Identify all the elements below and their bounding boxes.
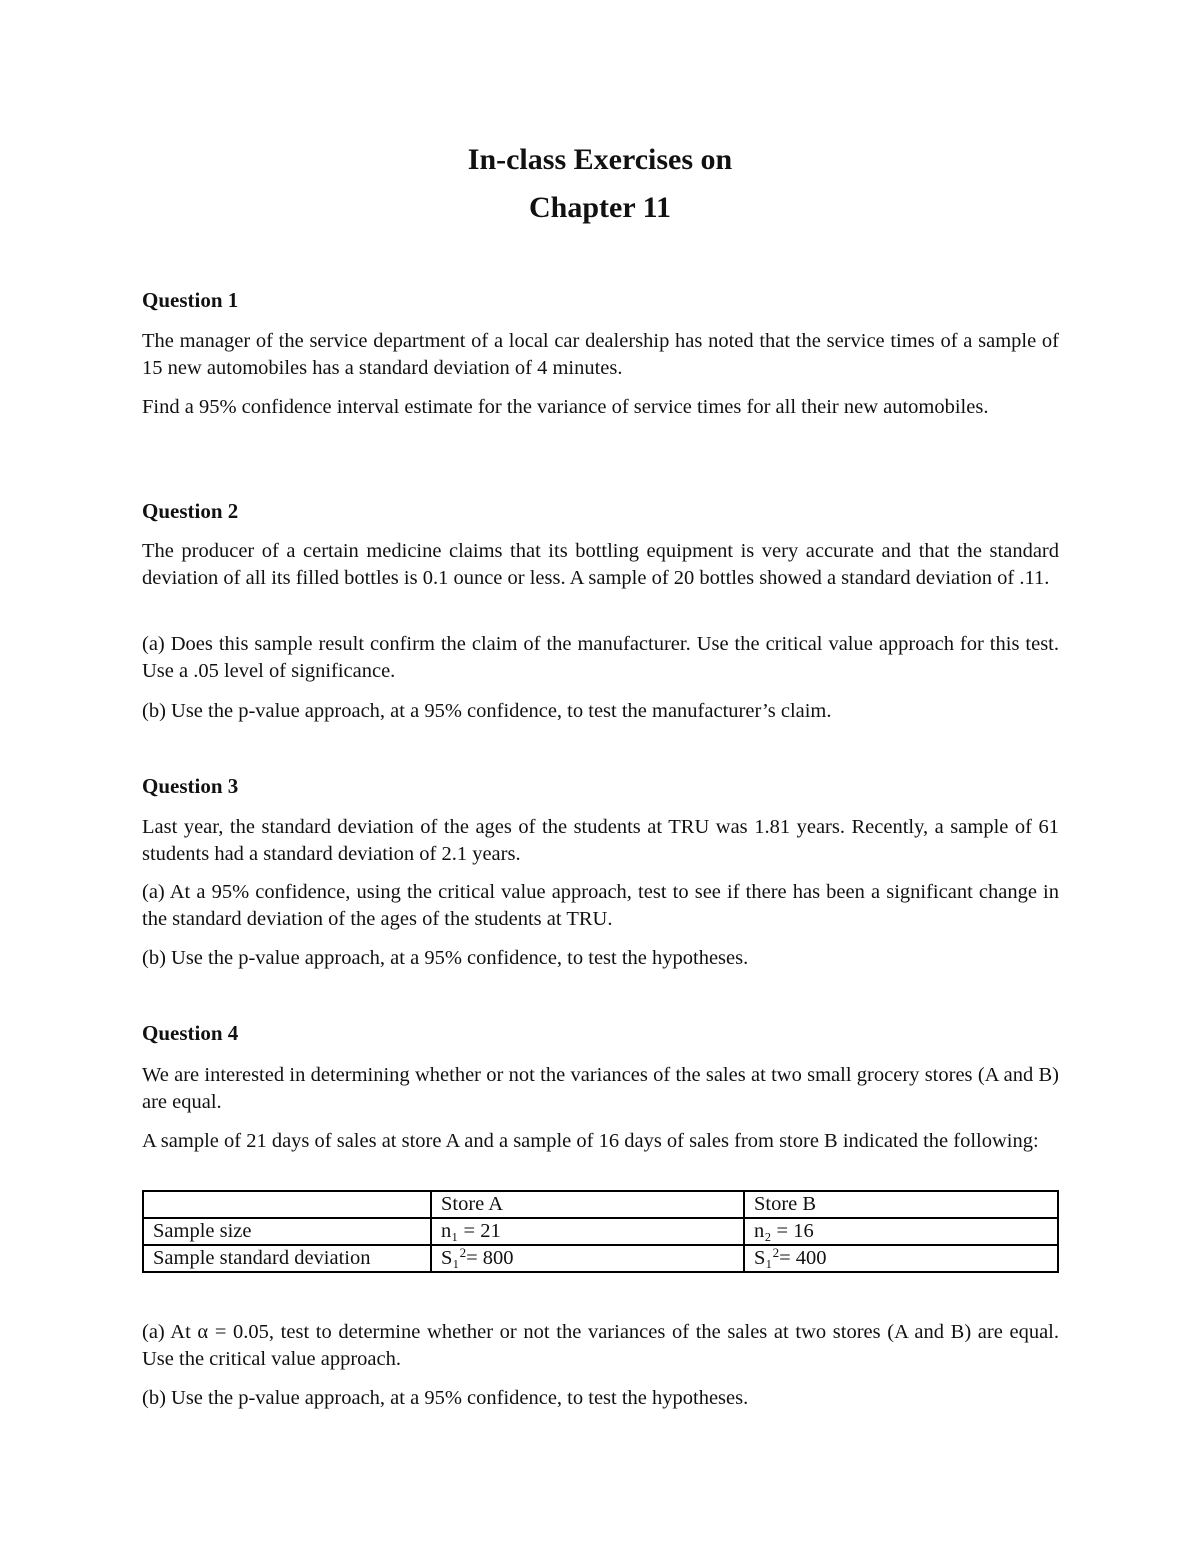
variance-exponent: 2	[459, 1245, 467, 1260]
question-2-text: The producer of a certain medicine claims that its bottling equipment is very accurate and that the standard deviation of all its filled bottles is 0.1 ounce or less. A sample of 20 bottles showed a standard deviation of .11.	[142, 540, 1059, 589]
question-2-part-a: (a) Does this sample result confirm the claim of the manufacturer. Use the critical value approach for this test. Use a .05 level of significance.	[142, 633, 1059, 682]
question-1-task: Find a 95% confidence interval estimate for the variance of service times for all their new automobiles.	[142, 396, 989, 418]
document-subtitle: Chapter 11	[529, 191, 671, 224]
row-label-sample-std: Sample standard deviation	[143, 1245, 431, 1272]
question-1-heading: Question 1	[142, 288, 239, 312]
variance-symbol: S₁	[754, 1247, 773, 1269]
variance-value: = 800	[466, 1247, 514, 1269]
table-row	[143, 1245, 1058, 1272]
variance-exponent: 2	[772, 1245, 780, 1260]
document-title: In-class Exercises on	[467, 143, 733, 176]
question-3-heading: Question 3	[142, 774, 239, 798]
question-4-part-a: (a) At α = 0.05, test to determine whether or not the variances of the sales at two stores (A and B) are equal. Use the critical value approach.	[142, 1321, 1059, 1370]
table-header-store-a: Store A	[431, 1191, 744, 1218]
store-a-sample-size: n₁ = 21	[431, 1218, 744, 1245]
store-a-sample-variance	[431, 1245, 744, 1272]
question-1-text: The manager of the service department of a local car dealership has noted that the service times of a sample of 15 new automobiles has a standard deviation of 4 minutes.	[142, 330, 1059, 379]
question-3-part-a: (a) At a 95% confidence, using the critical value approach, test to see if there has been a significant change in the standard deviation of the ages of the students at TRU.	[142, 881, 1059, 930]
question-2-heading: Question 2	[142, 499, 239, 523]
table-row	[143, 1218, 1058, 1245]
question-2-part-b: (b) Use the p-value approach, at a 95% confidence, to test the manufacturer’s claim.	[142, 700, 832, 722]
question-4-text: We are interested in determining whether or not the variances of the sales at two small grocery stores (A and B) are equal.	[142, 1064, 1059, 1113]
question-4-context: A sample of 21 days of sales at store A and a sample of 16 days of sales from store B indicated the following:	[142, 1130, 1039, 1152]
question-4-heading: Question 4	[142, 1021, 239, 1045]
table-header-store-b: Store B	[744, 1191, 1058, 1218]
question-4-part-b: (b) Use the p-value approach, at a 95% confidence, to test the hypotheses.	[142, 1387, 749, 1409]
store-b-sample-variance	[744, 1245, 1058, 1272]
sample-data-table	[142, 1190, 1059, 1273]
table-header-blank	[143, 1191, 431, 1218]
store-b-sample-size: n₂ = 16	[744, 1218, 1058, 1245]
question-3-text: Last year, the standard deviation of the ages of the students at TRU was 1.81 years. Recently, a sample of 61 students had a standard deviation of 2.1 years.	[142, 816, 1059, 865]
variance-value: = 400	[779, 1247, 827, 1269]
table-header-row	[143, 1191, 1058, 1218]
row-label-sample-size: Sample size	[143, 1218, 431, 1245]
variance-symbol: S₁	[441, 1247, 460, 1269]
question-3-part-b: (b) Use the p-value approach, at a 95% confidence, to test the hypotheses.	[142, 947, 749, 969]
